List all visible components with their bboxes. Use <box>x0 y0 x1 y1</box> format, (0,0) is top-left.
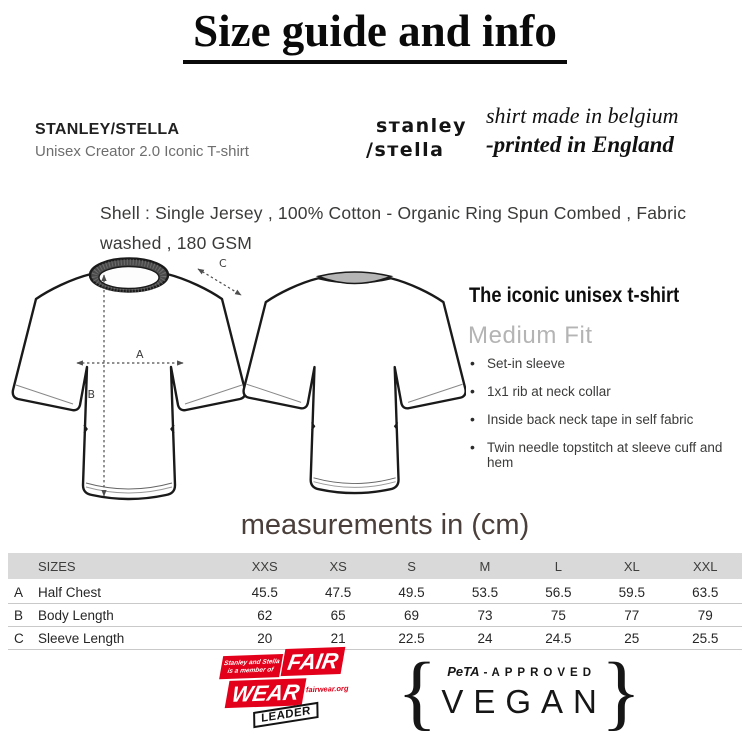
peta-wordmark: PeTA <box>447 664 480 679</box>
vegan-wordmark: VEGAN <box>441 683 607 720</box>
table-cell: 77 <box>624 607 640 623</box>
vegan-text-block <box>437 664 607 721</box>
fair-wear-word-fair: FAIR <box>281 647 346 676</box>
table-cell: 53.5 <box>471 584 499 600</box>
row-label: Body Length <box>38 607 114 623</box>
table-cell: 21 <box>330 630 346 646</box>
measure-label-b: B <box>87 388 95 401</box>
tshirt-back-diagram <box>244 272 466 493</box>
fair-wear-site: fairwear.org <box>305 683 349 695</box>
table-cell: 25.5 <box>692 630 719 646</box>
header-col: S <box>407 558 416 574</box>
table-cell: 65 <box>330 607 346 623</box>
brace-right: } <box>600 646 642 739</box>
fair-wear-member-note <box>219 654 283 679</box>
table-cell: 25 <box>624 630 640 646</box>
row-label: Half Chest <box>38 584 102 600</box>
member-line-1: Stanley and Stella <box>223 658 281 668</box>
header-col: XXS <box>251 558 278 574</box>
table-cell: 69 <box>404 607 420 623</box>
iconic-heading: The iconic unisex t-shirt <box>469 283 680 307</box>
logo-line-2: /sᴛella <box>366 139 445 161</box>
measurements-heading: measurements in (cm) <box>240 509 530 541</box>
product-name: Unisex Creator 2.0 Iconic T-shirt <box>35 143 249 160</box>
brand-block <box>35 121 249 160</box>
stanley-stella-logo <box>366 114 467 162</box>
brand-name: STANLEY/STELLA <box>35 121 180 138</box>
feature-item: • 1x1 rib at neck collar <box>470 384 750 399</box>
header-col: XS <box>329 558 347 574</box>
row-key: B <box>14 607 24 623</box>
peta-vegan-logo <box>397 645 642 740</box>
approved-label: APPROVED <box>491 667 596 679</box>
table-cell: 45.5 <box>251 584 278 600</box>
header-col: M <box>479 558 491 574</box>
row-key: C <box>14 630 24 646</box>
table-cell: 49.5 <box>398 584 425 600</box>
logo-line-1: sᴛanley <box>376 115 467 137</box>
fabric-line-2: washed , 180 GSM <box>100 233 253 253</box>
measure-label-c: C <box>219 257 227 270</box>
table-cell: 63.5 <box>692 584 719 600</box>
header-sizes-cell: SIZES <box>38 558 76 574</box>
tshirt-front-diagram <box>13 257 246 499</box>
origin-line-2: -printed in England <box>486 132 674 157</box>
table-cell: 73 <box>477 607 493 623</box>
table-cell: 24.5 <box>545 630 572 646</box>
row-label: Sleeve Length <box>38 630 125 646</box>
table-cell: 56.5 <box>545 584 572 600</box>
member-line-2: is a member of <box>226 666 274 676</box>
fit-label: Medium Fit <box>468 322 593 349</box>
tshirt-diagrams <box>4 254 466 506</box>
tshirt-back-outline <box>244 278 466 493</box>
table-cell: 22.5 <box>398 630 425 646</box>
row-key: A <box>14 584 24 600</box>
brace-left: { <box>397 646 438 739</box>
tshirt-front-outline <box>13 274 246 499</box>
header-col: L <box>554 558 563 574</box>
table-cell: 20 <box>257 630 273 646</box>
header-col: XL <box>623 558 640 574</box>
table-row <box>8 604 742 627</box>
collar-inner <box>99 267 159 289</box>
table-cell: 79 <box>697 607 713 623</box>
vegan-approved-line <box>441 664 597 679</box>
fair-wear-leader-badge: LEADER <box>253 702 319 729</box>
page-title: Size guide and info <box>183 5 567 64</box>
feature-item: • Set-in sleeve <box>470 356 750 371</box>
table-cell: 47.5 <box>324 584 352 600</box>
table-cell: 62 <box>257 607 273 623</box>
table-cell: 75 <box>550 607 566 623</box>
origin-line-1: shirt made in belgium <box>486 103 679 128</box>
table-row <box>8 581 742 604</box>
fair-wear-word-wear: WEAR <box>225 678 307 708</box>
table-cell: 24 <box>477 630 493 646</box>
fair-wear-logo <box>221 647 349 735</box>
page-title-wrap <box>0 5 750 64</box>
measure-label-a: A <box>136 348 144 361</box>
fabric-description <box>100 198 686 258</box>
feature-item: • Inside back neck tape in self fabric <box>470 412 750 427</box>
feature-item: • Twin needle topstitch at sleeve cuff and hem <box>470 440 750 470</box>
origin-note <box>486 103 679 158</box>
vegan-dash: - <box>483 665 488 679</box>
table-cell: 59.5 <box>618 584 645 600</box>
feature-list <box>470 356 750 483</box>
size-table-header-row <box>8 553 742 579</box>
header-col: XXL <box>692 558 718 574</box>
fabric-line-1: Shell : Single Jersey , 100% Cotton - Organic Ring Spun Combed , Fabric <box>100 203 687 223</box>
size-table <box>8 553 742 650</box>
